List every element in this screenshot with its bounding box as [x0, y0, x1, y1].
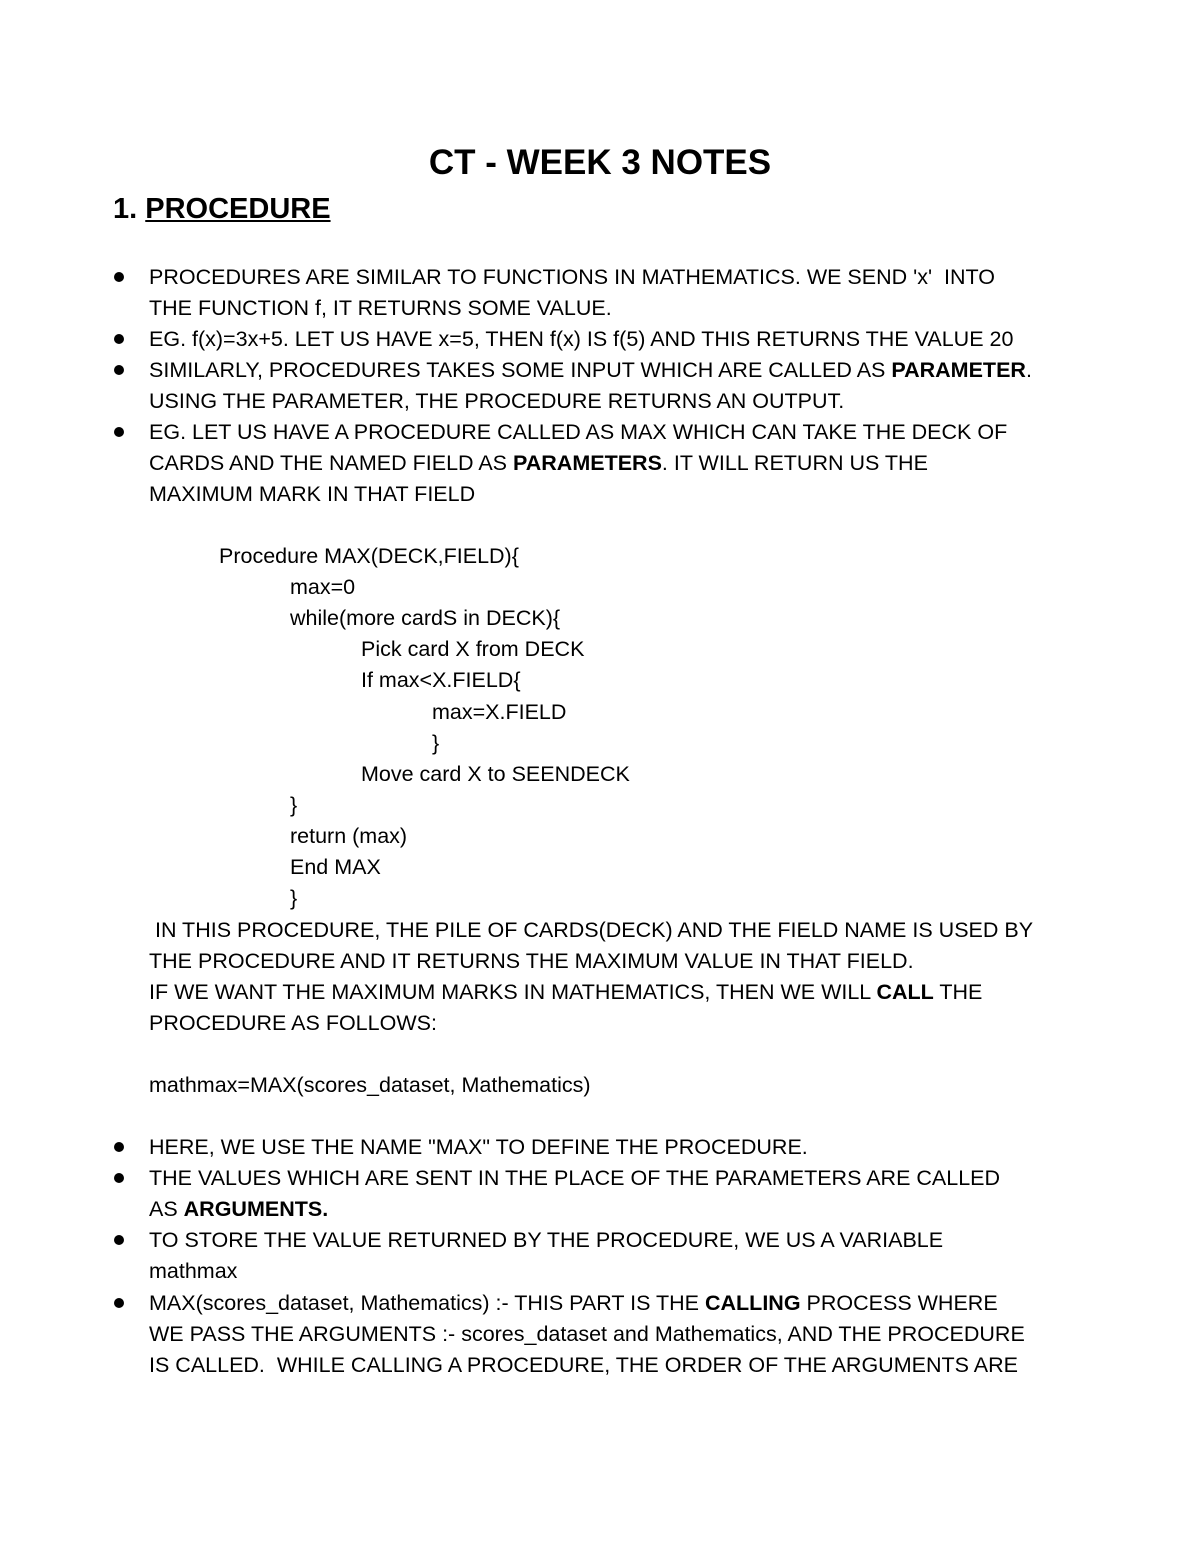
list-item-line: EG. LET US HAVE A PROCEDURE CALLED AS MAX WHICH CAN TAKE THE DECK OF [149, 420, 1008, 444]
code-line: while(more cardS in DECK){ [290, 606, 561, 630]
bullet-icon [114, 427, 124, 437]
code-line: Move card X to SEENDECK [361, 762, 630, 786]
section-title: PROCEDURE [145, 193, 331, 225]
section-heading [113, 192, 331, 226]
bold-term: PARAMETERS [513, 451, 662, 475]
code-line: } [290, 793, 298, 817]
code-line: max=X.FIELD [432, 700, 567, 724]
list-item-line: IS CALLED. WHILE CALLING A PROCEDURE, THE ORDER OF THE ARGUMENTS ARE [149, 1353, 1018, 1377]
list-item-line: mathmax [149, 1259, 238, 1283]
code-line: Procedure MAX(DECK,FIELD){ [219, 544, 519, 568]
bold-term: ARGUMENTS. [183, 1197, 329, 1221]
bold-term: CALL [876, 980, 934, 1004]
bullet-icon [114, 1173, 124, 1183]
list-item-line: HERE, WE USE THE NAME "MAX" TO DEFINE THE PROCEDURE. [149, 1135, 808, 1159]
list-item-line: MAX(scores_dataset, Mathematics) :- THIS PART IS THE CALLING PROCESS WHERE [149, 1291, 998, 1315]
code-line: } [290, 886, 298, 910]
code-line: max=0 [290, 575, 356, 599]
bold-term: PARAMETER [891, 358, 1026, 382]
list-item-line: TO STORE THE VALUE RETURNED BY THE PROCEDURE, WE US A VARIABLE [149, 1228, 944, 1252]
code-line: End MAX [290, 855, 381, 879]
bullet-icon [114, 1298, 124, 1308]
paragraph-line: THE PROCEDURE AND IT RETURNS THE MAXIMUM VALUE IN THAT FIELD. [149, 949, 914, 973]
list-item-line: CARDS AND THE NAMED FIELD AS PARAMETERS. IT WILL RETURN US THE [149, 451, 928, 475]
bullet-icon [114, 334, 124, 344]
list-item-line: SIMILARLY, PROCEDURES TAKES SOME INPUT WHICH ARE CALLED AS PARAMETER. [149, 358, 1032, 382]
section-number: 1. [113, 193, 138, 225]
code-line: } [432, 731, 440, 755]
list-item-line: WE PASS THE ARGUMENTS :- scores_dataset and Mathematics, AND THE PROCEDURE [149, 1322, 1025, 1346]
list-item-line: EG. f(x)=3x+5. LET US HAVE x=5, THEN f(x) IS f(5) AND THIS RETURNS THE VALUE 20 [149, 327, 1014, 351]
bullet-icon [114, 1235, 124, 1245]
code-line: Pick card X from DECK [361, 637, 585, 661]
paragraph-line: PROCEDURE AS FOLLOWS: [149, 1011, 437, 1035]
bullet-icon [114, 272, 124, 282]
list-item-line: AS ARGUMENTS. [149, 1197, 329, 1221]
list-item-line: USING THE PARAMETER, THE PROCEDURE RETURNS AN OUTPUT. [149, 389, 845, 413]
list-item-line: THE VALUES WHICH ARE SENT IN THE PLACE OF THE PARAMETERS ARE CALLED [149, 1166, 1001, 1190]
page-title: CT - WEEK 3 NOTES [428, 143, 772, 182]
bold-term: CALLING [705, 1291, 801, 1315]
code-line: return (max) [290, 824, 408, 848]
call-example: mathmax=MAX(scores_dataset, Mathematics) [149, 1073, 591, 1097]
list-item-line: PROCEDURES ARE SIMILAR TO FUNCTIONS IN MATHEMATICS. WE SEND 'x' INTO [149, 265, 996, 289]
list-item-line: THE FUNCTION f, IT RETURNS SOME VALUE. [149, 296, 612, 320]
paragraph-line: IF WE WANT THE MAXIMUM MARKS IN MATHEMATICS, THEN WE WILL CALL THE [149, 980, 983, 1004]
bullet-icon [114, 365, 124, 375]
bullet-icon [114, 1142, 124, 1152]
list-item-line: MAXIMUM MARK IN THAT FIELD [149, 482, 476, 506]
code-line: If max<X.FIELD{ [361, 668, 521, 692]
paragraph-line: IN THIS PROCEDURE, THE PILE OF CARDS(DECK) AND THE FIELD NAME IS USED BY [149, 918, 1034, 942]
